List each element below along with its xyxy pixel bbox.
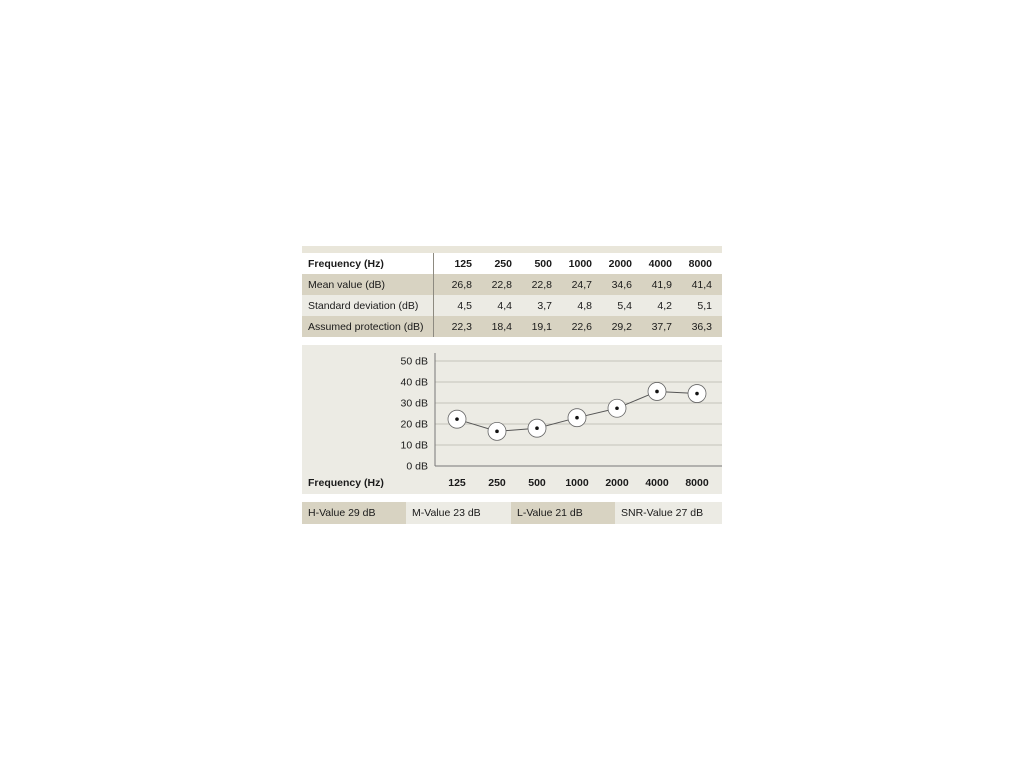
frequency-header-cell: 8000 (672, 253, 722, 274)
separator (302, 338, 722, 345)
frequency-header-cell: 250 (472, 253, 512, 274)
data-point-dot (535, 426, 539, 430)
x-axis-title: Frequency (Hz) (308, 477, 384, 489)
row-label: Mean value (dB) (302, 274, 433, 295)
table-cell: 22,8 (472, 274, 512, 295)
data-point-dot (695, 392, 699, 396)
snr-value-cell: SNR-Value 27 dB (615, 502, 722, 524)
chart-area (302, 345, 722, 494)
y-tick-label: 0 dB (406, 460, 428, 473)
frequency-header-cell: 500 (512, 253, 552, 274)
table-cell: 37,7 (632, 316, 672, 337)
table-row-stddev (302, 295, 722, 316)
frequency-header-label: Frequency (Hz) (302, 253, 433, 274)
row-label: Standard deviation (dB) (302, 295, 433, 316)
table-cell: 4,2 (632, 295, 672, 316)
x-tick-label: 250 (488, 477, 506, 489)
separator (302, 494, 722, 502)
m-value-cell: M-Value 23 dB (406, 502, 511, 524)
l-value-cell: L-Value 21 dB (511, 502, 615, 524)
frequency-header-cell: 2000 (592, 253, 632, 274)
table-cell: 5,4 (592, 295, 632, 316)
table-cell: 19,1 (512, 316, 552, 337)
y-tick-label: 10 dB (400, 439, 428, 452)
table-header-row (302, 253, 722, 274)
frequency-header-cell: 1000 (552, 253, 592, 274)
x-tick-label: 4000 (645, 477, 669, 489)
table-cell: 29,2 (592, 316, 632, 337)
top-strip (302, 246, 722, 253)
data-point-dot (575, 416, 579, 420)
table-cell: 4,4 (472, 295, 512, 316)
table-cell: 3,7 (512, 295, 552, 316)
table-cell: 4,5 (433, 295, 472, 316)
y-tick-label: 30 dB (400, 397, 428, 410)
data-point-dot (615, 406, 619, 410)
x-tick-label: 8000 (685, 477, 709, 489)
table-cell: 41,9 (632, 274, 672, 295)
y-tick-label: 20 dB (400, 418, 428, 431)
table-cell: 22,3 (433, 316, 472, 337)
table-cell: 22,8 (512, 274, 552, 295)
attenuation-chart (302, 345, 722, 494)
data-point-dot (655, 390, 659, 394)
x-tick-label: 2000 (605, 477, 629, 489)
x-tick-label: 1000 (565, 477, 589, 489)
table-cell: 26,8 (433, 274, 472, 295)
table-cell: 18,4 (472, 316, 512, 337)
table-cell: 34,6 (592, 274, 632, 295)
table-cell: 41,4 (672, 274, 722, 295)
table-cell: 22,6 (552, 316, 592, 337)
y-tick-label: 50 dB (400, 355, 428, 368)
frequency-header-cell: 125 (433, 253, 472, 274)
h-value-cell: H-Value 29 dB (302, 502, 406, 524)
x-tick-label: 125 (448, 477, 466, 489)
attenuation-panel (302, 246, 722, 524)
attenuation-table (302, 253, 722, 337)
table-row-protection (302, 316, 722, 337)
table-row-mean (302, 274, 722, 295)
table-cell: 36,3 (672, 316, 722, 337)
frequency-header-cell: 4000 (632, 253, 672, 274)
table-cell: 5,1 (672, 295, 722, 316)
y-tick-label: 40 dB (400, 376, 428, 389)
summary-footer (302, 502, 722, 524)
data-point-dot (455, 417, 459, 421)
x-tick-label: 500 (528, 477, 546, 489)
data-point-dot (495, 430, 499, 434)
table-cell: 4,8 (552, 295, 592, 316)
table-cell: 24,7 (552, 274, 592, 295)
row-label: Assumed protection (dB) (302, 316, 433, 337)
